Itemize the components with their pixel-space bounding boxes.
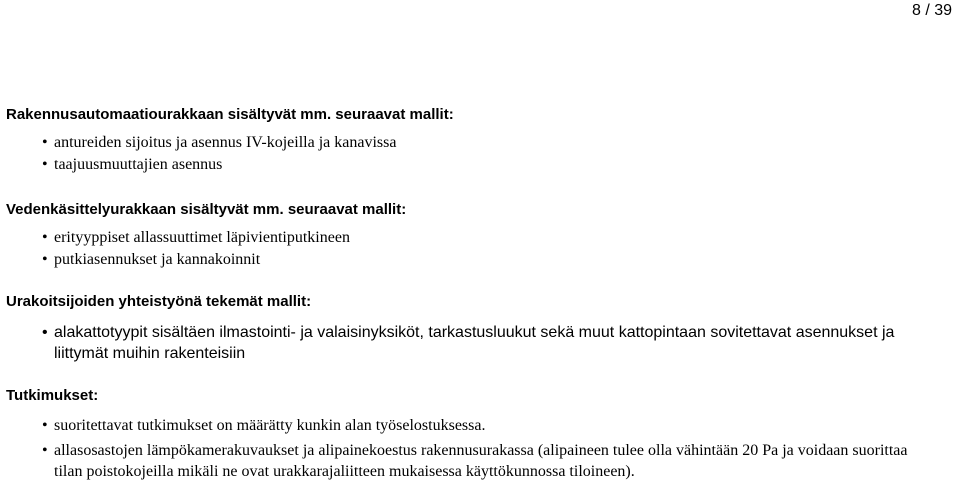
bullet-icon: • [42, 324, 48, 341]
section-rakennusautomaatio [6, 106, 930, 176]
list-item-text: alakattotyypit sisältäen ilmastointi- ja valaisinyksiköt, tarkastusluukut sekä muut kattopintaan sovitettavat asennukset ja liittymät muihin rakenteisiin [54, 324, 895, 362]
bullet-list [6, 227, 930, 271]
list-item-text: erityyppiset allassuuttimet läpivientiputkineen [54, 229, 350, 246]
list-item-text: putkiasennukset ja kannakoinnit [54, 251, 261, 268]
bullet-icon: • [42, 156, 48, 173]
list-item [6, 249, 930, 271]
section-urakoitsijoiden-yhteistyo [6, 293, 930, 364]
list-item [6, 415, 930, 436]
bullet-icon: • [42, 251, 48, 268]
list-item-text: allasosastojen lämpökamerakuvaukset ja alipainekoestus rakennusurakassa (alipaineen tulee olla vähintään 20 Pa ja voidaan suorittaa tilan poistokojeilla mikäli ne ovat urakkarajaliitteen mukaisessa käyttökunnossa tiloineen). [54, 442, 908, 480]
bullet-icon: • [42, 229, 48, 246]
section-heading: Rakennusautomaatiourakkaan sisältyvät mm. seuraavat mallit: [6, 106, 454, 123]
section-heading: Vedenkäsittelyurakkaan sisältyvät mm. seuraavat mallit: [6, 201, 407, 218]
section-heading: Urakoitsijoiden yhteistyönä tekemät mallit: [6, 293, 312, 310]
list-item-text: antureiden sijoitus ja asennus IV-kojeilla ja kanavissa [54, 134, 397, 151]
list-item [6, 227, 930, 249]
bullet-icon: • [42, 442, 48, 459]
bullet-icon: • [42, 134, 48, 151]
bullet-list [6, 322, 930, 364]
list-item-text: suoritettavat tutkimukset on määrätty kunkin alan työselostuksessa. [54, 417, 486, 434]
list-item [6, 132, 930, 154]
section-vedenkasittely [6, 201, 930, 271]
section-tutkimukset [6, 387, 930, 482]
bullet-list [6, 415, 930, 482]
list-item [6, 440, 930, 482]
page-number: 8 / 39 [911, 2, 952, 19]
list-item [6, 322, 930, 364]
bullet-icon: • [42, 417, 48, 434]
bullet-list [6, 132, 930, 176]
list-item-text: taajuusmuuttajien asennus [54, 156, 223, 173]
list-item [6, 154, 930, 176]
section-heading: Tutkimukset: [6, 387, 99, 404]
